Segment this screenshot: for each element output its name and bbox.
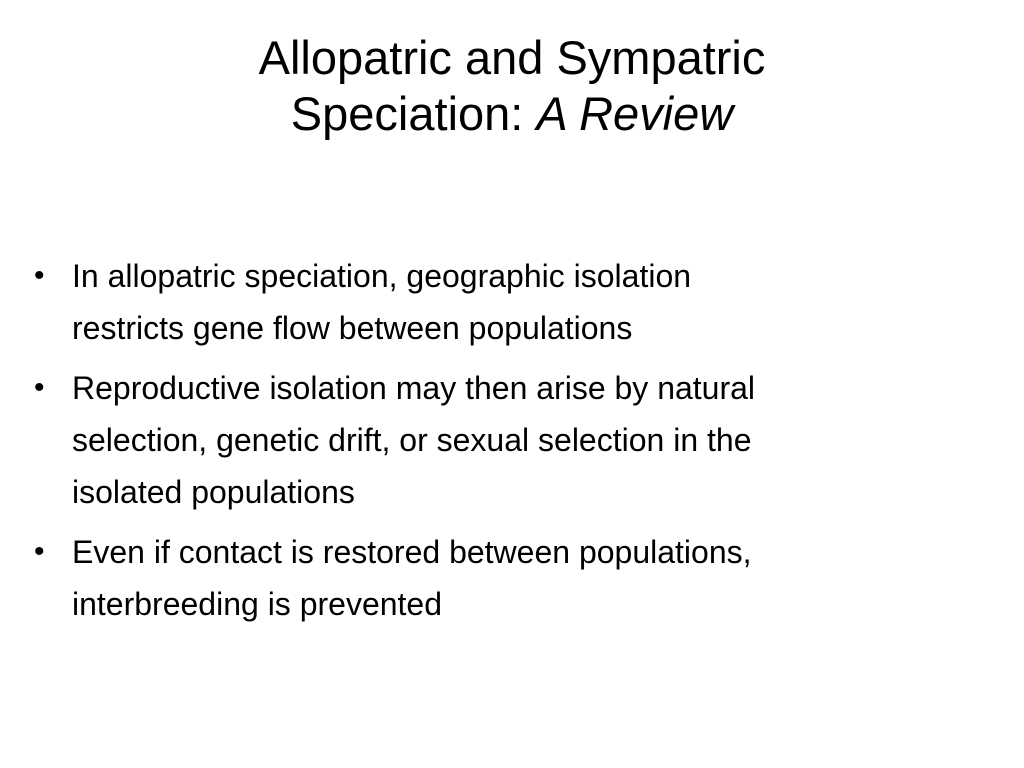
bullet-text-line: restricts gene flow between populations — [72, 310, 633, 346]
title-line-1: Allopatric and Sympatric — [258, 31, 766, 84]
bullet-text-line: isolated populations — [72, 474, 355, 510]
title-line-2 — [100, 86, 924, 142]
bullet-item — [28, 526, 958, 630]
bullet-text-line: selection, genetic drift, or sexual selection in the — [72, 422, 752, 458]
bullet-text-line: interbreeding is prevented — [72, 586, 443, 622]
title-plain-text: Speciation: — [290, 87, 537, 140]
bullet-item — [28, 250, 958, 354]
bullet-text-line: Even if contact is restored between populations, — [72, 534, 752, 570]
bullet-icon: • — [34, 259, 45, 292]
bullet-item — [28, 362, 958, 518]
bullet-text-line: In allopatric speciation, geographic isolation — [72, 258, 692, 294]
title-italic-text: A Review — [536, 87, 734, 140]
bullet-list — [28, 250, 958, 638]
bullet-icon: • — [34, 371, 45, 404]
bullet-icon: • — [34, 535, 45, 568]
bullet-text-line: Reproductive isolation may then arise by natural — [72, 370, 756, 406]
slide-title — [100, 30, 924, 142]
